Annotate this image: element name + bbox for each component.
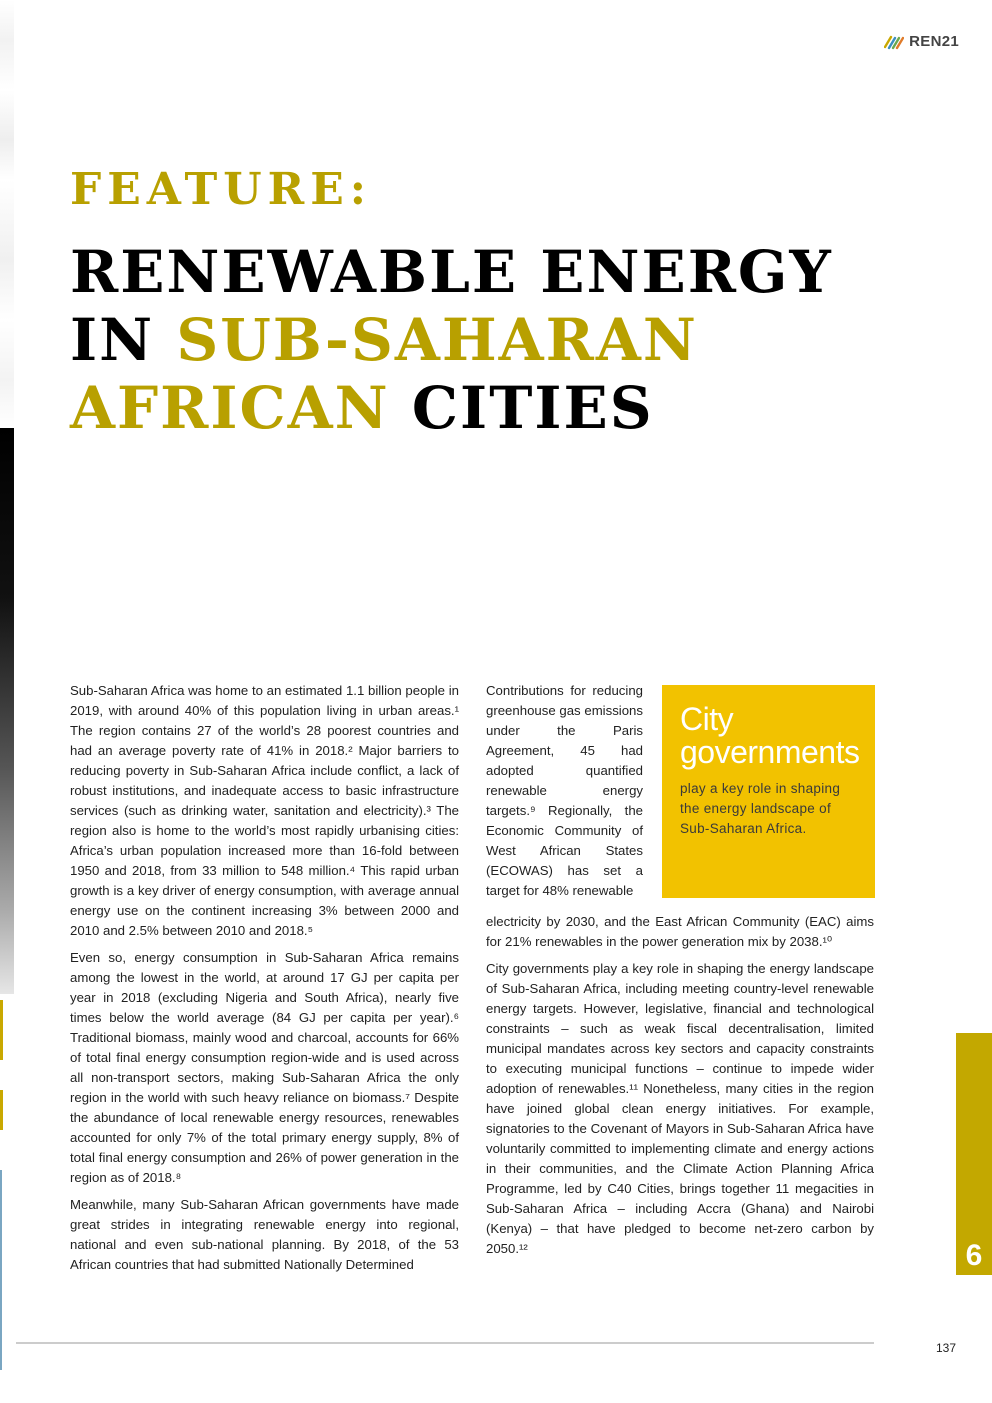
paragraph: electricity by 2030, and the East African Community (EAC) aims for 21% renewables in the power generation mix by 2038.¹⁰: [486, 914, 874, 949]
paragraph: City governments play a key role in shaping the energy landscape of Sub-Saharan Africa, including meeting country-level renewable energy targets. However, legislative, financial and technological constraints – such as weak fiscal decentralisation, limited municipal mandates across key sectors and capacity constraints to executing municipal functions – continue to impede wider adoption of renewables.¹¹ Nonetheless, many cities in the region have joined global clean energy initiatives. For example, signatories to the Covenant of Mayors in Sub-Saharan Africa have voluntarily committed to implementing climate and energy actions in their communities, and the Climate Action Planning Africa Programme, led by C40 Cities, brings together 11 megacities in Sub-Saharan Africa – including Accra (Ghana) and Nairobi (Kenya) – that have pledged to become net-zero carbon by 2050.¹²: [486, 961, 874, 1256]
paragraph: Contributions for reducing greenhouse gas emissions under the Paris Agreement, 45 had adopted quantified renewable energy targets.⁹ Regionally, the Economic Community of West African States (ECOWAS) has set a target for 48% renewable: [486, 683, 643, 898]
callout-heading: [680, 701, 860, 770]
callout-box: [662, 685, 875, 898]
ren21-logo: [884, 33, 959, 50]
title-line-3-highlight: AFRICAN: [70, 374, 390, 442]
left-edge-gold-mark: [0, 1090, 3, 1130]
feature-kicker: FEATURE:: [70, 164, 372, 215]
callout-heading-line-1: City: [680, 701, 734, 737]
title-line-1: RENEWABLE ENERGY: [70, 238, 833, 306]
callout-heading-line-2: governments: [680, 734, 860, 770]
footer-divider: [16, 1342, 874, 1344]
paragraph: Sub-Saharan Africa was home to an estimated 1.1 billion people in 2019, with around 40% of this population living in urban areas.¹ The region contains 27 of the world’s 28 poorest countries and had an average poverty rate of 41% in 2018.² Major barriers to reducing poverty in Sub-Saharan Africa include conflict, a lack of robust institutions, and inadequate access to basic infrastructure services (such as drinking water, sanitation and electricity).³ The region also is home to the world’s most rapidly urbanising cities: Africa’s urban population increased more than 16-fold between 1950 and 2018, from 33 million to 548 million.⁴ This rapid urban growth is a key driver of energy consumption, with average annual energy use on the continent increasing 3% between 2000 and 2010 and 2.5% between 2010 and 2018.⁵: [70, 683, 459, 938]
paragraph: Meanwhile, many Sub-Saharan African governments have made great strides in integrating renewable energy into regional, national and even sub-national planning. By 2018, of the 53 African countries that had submitted Nationally Determined: [70, 1197, 459, 1272]
chapter-number: 6: [965, 1239, 983, 1272]
left-edge-blue-mark: [0, 1170, 2, 1370]
title-line-2-highlight: SUB-SAHARAN: [176, 306, 698, 374]
callout-body: play a key role in shaping the energy landscape of Sub-Saharan Africa.: [680, 781, 841, 836]
title-line-2-plain: IN: [70, 306, 177, 374]
chapter-tab: [956, 1033, 992, 1275]
logo-text: REN21: [909, 33, 959, 50]
left-edge-gradient-bar: [0, 428, 14, 994]
ren21-logo-icon: [884, 34, 904, 50]
title-line-3-plain: CITIES: [389, 374, 654, 442]
left-edge-gold-mark: [0, 1000, 3, 1060]
paragraph: Even so, energy consumption in Sub-Saharan Africa remains among the lowest in the world, at around 17 GJ per capita per year in 2018 (excluding Nigeria and South Africa), nearly five times below the world average (84 GJ per capita per year).⁶ Traditional biomass, mainly wood and charcoal, accounts for 66% of total final energy consumption region-wide and is used across all non-transport sectors, making Sub-Saharan Africa the only region in the world with such heavy reliance on biomass.⁷ Despite the abundance of local renewable energy resources, renewables accounted for only 7% of the total primary energy supply, 8% of total final energy consumption and 26% of power generation in the region as of 2018.⁸: [70, 950, 459, 1185]
right-text-column: [486, 912, 874, 1266]
left-edge-strip: [0, 0, 14, 1403]
page-title: [70, 238, 833, 442]
left-text-column: [70, 681, 459, 1282]
page-number: 137: [935, 1341, 956, 1355]
right-text-column-upper: [486, 681, 643, 908]
